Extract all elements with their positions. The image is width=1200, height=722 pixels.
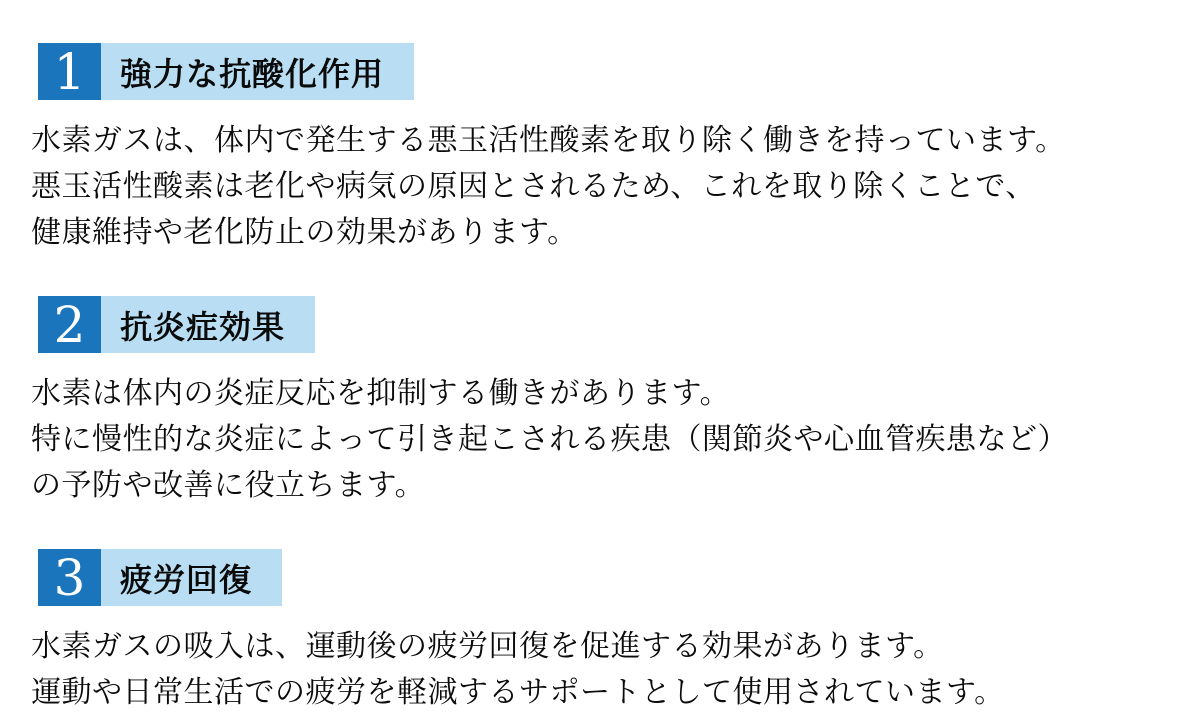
section-number-badge: 3 xyxy=(38,549,101,606)
body-line: 水素ガスは、体内で発生する悪玉活性酸素を取り除く働きを持っています。 xyxy=(31,124,1066,157)
section-title: 疲労回復 xyxy=(101,549,282,606)
section-number-badge: 2 xyxy=(38,296,101,353)
section-antioxidant xyxy=(0,43,1200,256)
body-line: の予防や改善に役立ちます。 xyxy=(31,469,426,502)
section-fatigue-recovery xyxy=(0,549,1200,716)
section-title: 抗炎症効果 xyxy=(101,296,315,353)
body-line: 水素ガスの吸入は、運動後の疲労回復を促進する効果があります。 xyxy=(31,630,944,663)
body-line: 特に慢性的な炎症によって引き起こされる疾患（関節炎や心血管疾患など） xyxy=(31,423,1068,456)
body-line: 健康維持や老化防止の効果があります。 xyxy=(31,216,578,249)
section-body xyxy=(31,371,1200,509)
section-title: 強力な抗酸化作用 xyxy=(101,43,414,100)
body-line: 運動や日常生活での疲労を軽減するサポートとして使用されています。 xyxy=(31,676,1005,709)
body-line: 悪玉活性酸素は老化や病気の原因とされるため、これを取り除くことで、 xyxy=(31,170,1036,203)
section-header xyxy=(38,549,282,606)
section-body xyxy=(31,624,1200,716)
body-line: 水素は体内の炎症反応を抑制する働きがあります。 xyxy=(31,377,731,410)
section-header xyxy=(38,43,414,100)
section-body xyxy=(31,118,1200,256)
section-header xyxy=(38,296,315,353)
section-number-badge: 1 xyxy=(38,43,101,100)
section-anti-inflammatory xyxy=(0,296,1200,509)
